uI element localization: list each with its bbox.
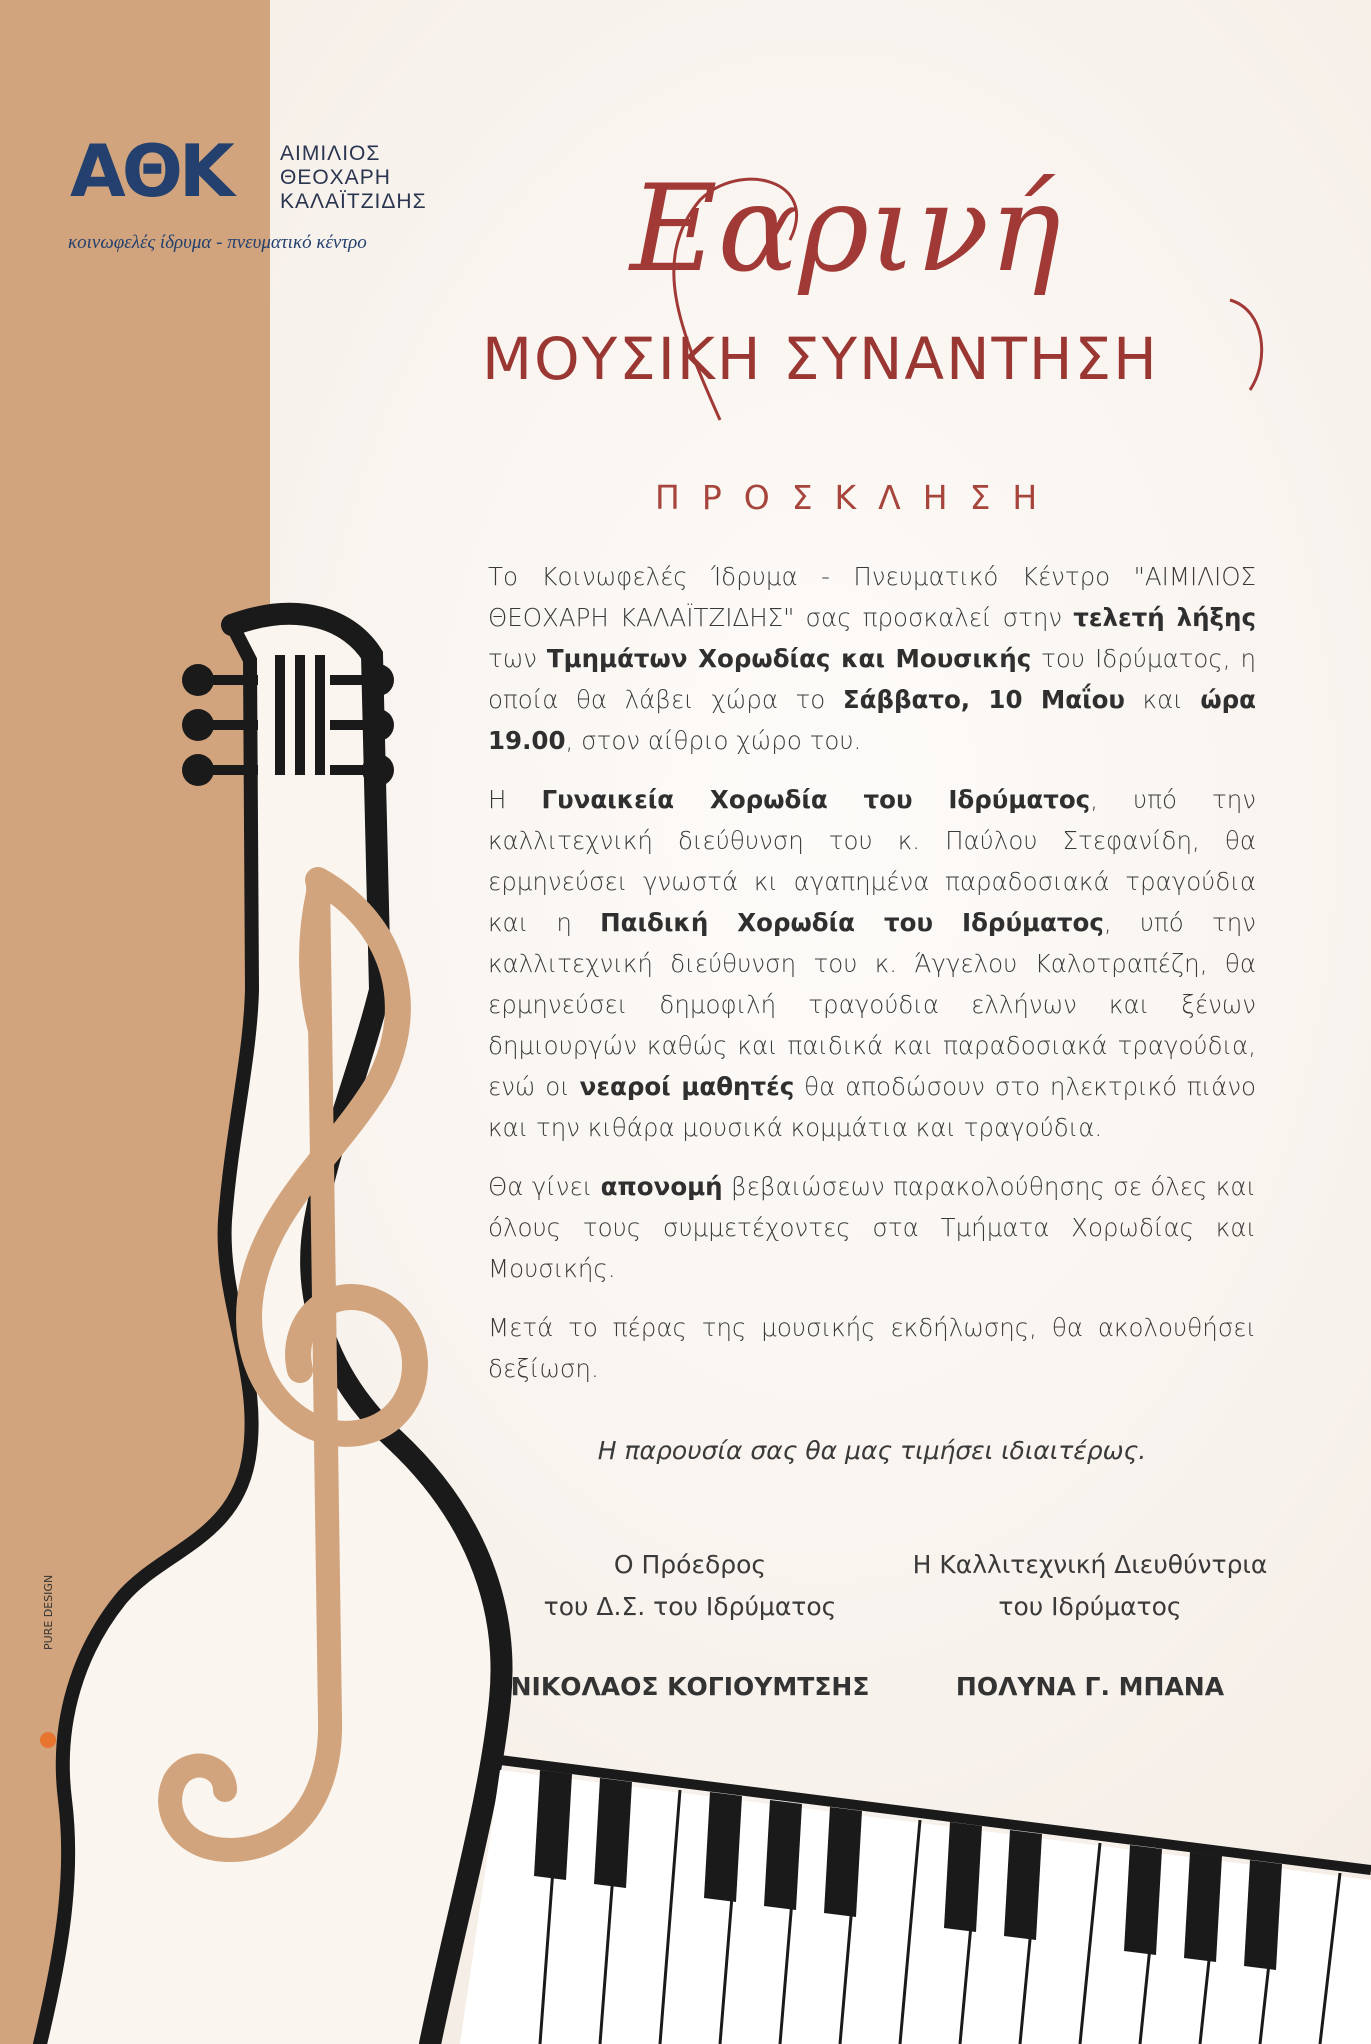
logo-name-line-1: ΑΙΜΙΛΙΟΣ [280, 142, 381, 165]
closing-line: Η παρουσία σας θα μας τιμήσει ιδιαιτέρως. [597, 1436, 1147, 1465]
body-text: Μετά το πέρας της μουσικής εκδήλωσης, θα ακολουθήσει δεξίωση. [488, 1313, 1256, 1383]
body-text: , στον αίθριο χώρο του. [565, 726, 862, 755]
body-text: των [488, 644, 547, 673]
emphasis-text: τελετή λήξης [1073, 603, 1256, 632]
signature-name: ΝΙΚΟΛΑΟΣ ΚΟΓΙΟΥΜΤΣΗΣ [510, 1672, 870, 1701]
body-text: του Ιδρύματος, η οποία θα λάβει χώρα το [488, 644, 1256, 714]
body-text: θα αποδώσουν στο ηλεκτρικό πιάνο και την κιθάρα μουσικά κομμάτια και τραγούδια. [488, 1072, 1256, 1142]
emphasis-text: ώρα 19.00 [488, 685, 1256, 755]
title-script: Εαρινή [630, 160, 1062, 299]
emphasis-text: απονομή [600, 1172, 723, 1201]
signature-role: του Δ.Σ. του Ιδρύματος [543, 1592, 837, 1621]
body-text: και [1124, 685, 1201, 714]
signature-name: ΠΟΛΥΝΑ Γ. ΜΠΑΝΑ [955, 1672, 1225, 1701]
logo-name-line-3: ΚΑΛΑΪΤΖΙΔΗΣ [280, 190, 427, 213]
signature-president [500, 1544, 880, 1708]
body-text: Θα γίνει [488, 1172, 601, 1201]
signature-artistic-director [900, 1544, 1280, 1708]
piano-keys-icon [460, 1760, 1371, 2044]
designer-credit: PURE DESIGN [42, 1574, 55, 1650]
logo-mark: ΑΘΚ [70, 129, 231, 213]
body-paragraph [488, 779, 1256, 1148]
designer-logo-icon [40, 1732, 56, 1748]
emphasis-text: Σάββατο, 10 Μαΐου [842, 685, 1125, 714]
logo-name-line-2: ΘΕΟΧΑΡΗ [280, 166, 391, 189]
body-text: βεβαιώσεων παρακολούθησης σε όλες και όλους τους συμμετέχοντες στα Τμήματα Χορωδίας και Μουσικής. [488, 1172, 1256, 1283]
signature-role: του Ιδρύματος [998, 1592, 1182, 1621]
body-text: Η [488, 785, 542, 814]
signature-role: Ο Πρόεδρος [613, 1550, 767, 1579]
emphasis-text: νεαροί μαθητές [579, 1072, 795, 1101]
body-paragraph [488, 1166, 1256, 1289]
body-paragraph [488, 556, 1256, 761]
foundation-logo [58, 130, 478, 260]
signature-role: Η Καλλιτεχνική Διευθύντρια [912, 1550, 1268, 1579]
invitation-heading: ΠΡΟΣΚΛΗΣΗ [655, 478, 1060, 517]
body-text: , υπό την καλλιτεχνική διεύθυνση του κ. Άγγελου Καλοτραπέζη, θα ερμηνεύσει δημοφιλή τραγούδια ελλήνων και ξένων δημιουργών καθώς και παιδικά και παραδοσιακά τραγούδια, ενώ οι [488, 908, 1256, 1101]
body-text: , υπό την καλλιτεχνική διεύθυνση του κ. Παύλου Στεφανίδη, θα ερμηνεύσει γνωστά κι αγαπημένα παραδοσιακά τραγούδια και η [488, 785, 1256, 937]
emphasis-text: Παιδική Χορωδία του Ιδρύματος [600, 908, 1104, 937]
logo-tagline: κοινωφελές ίδρυμα - πνευματικό κέντρο [68, 232, 367, 253]
invitation-body [488, 556, 1256, 1407]
body-text: Το Κοινωφελές Ίδρυμα - Πνευματικό Κέντρο "ΑΙΜΙΛΙΟΣ ΘΕΟΧΑΡΗ ΚΑΛΑΪΤΖΙΔΗΣ" σας προσκαλεί στην [488, 562, 1256, 632]
body-paragraph [488, 1307, 1256, 1389]
title-main: ΜΟΥΣΙΚΗ ΣΥΝΑΝΤΗΣΗ [482, 325, 1159, 393]
emphasis-text: Τμημάτων Χορωδίας και Μουσικής [546, 644, 1032, 673]
emphasis-text: Γυναικεία Χορωδία του Ιδρύματος [541, 785, 1091, 814]
logo-name [280, 142, 427, 214]
